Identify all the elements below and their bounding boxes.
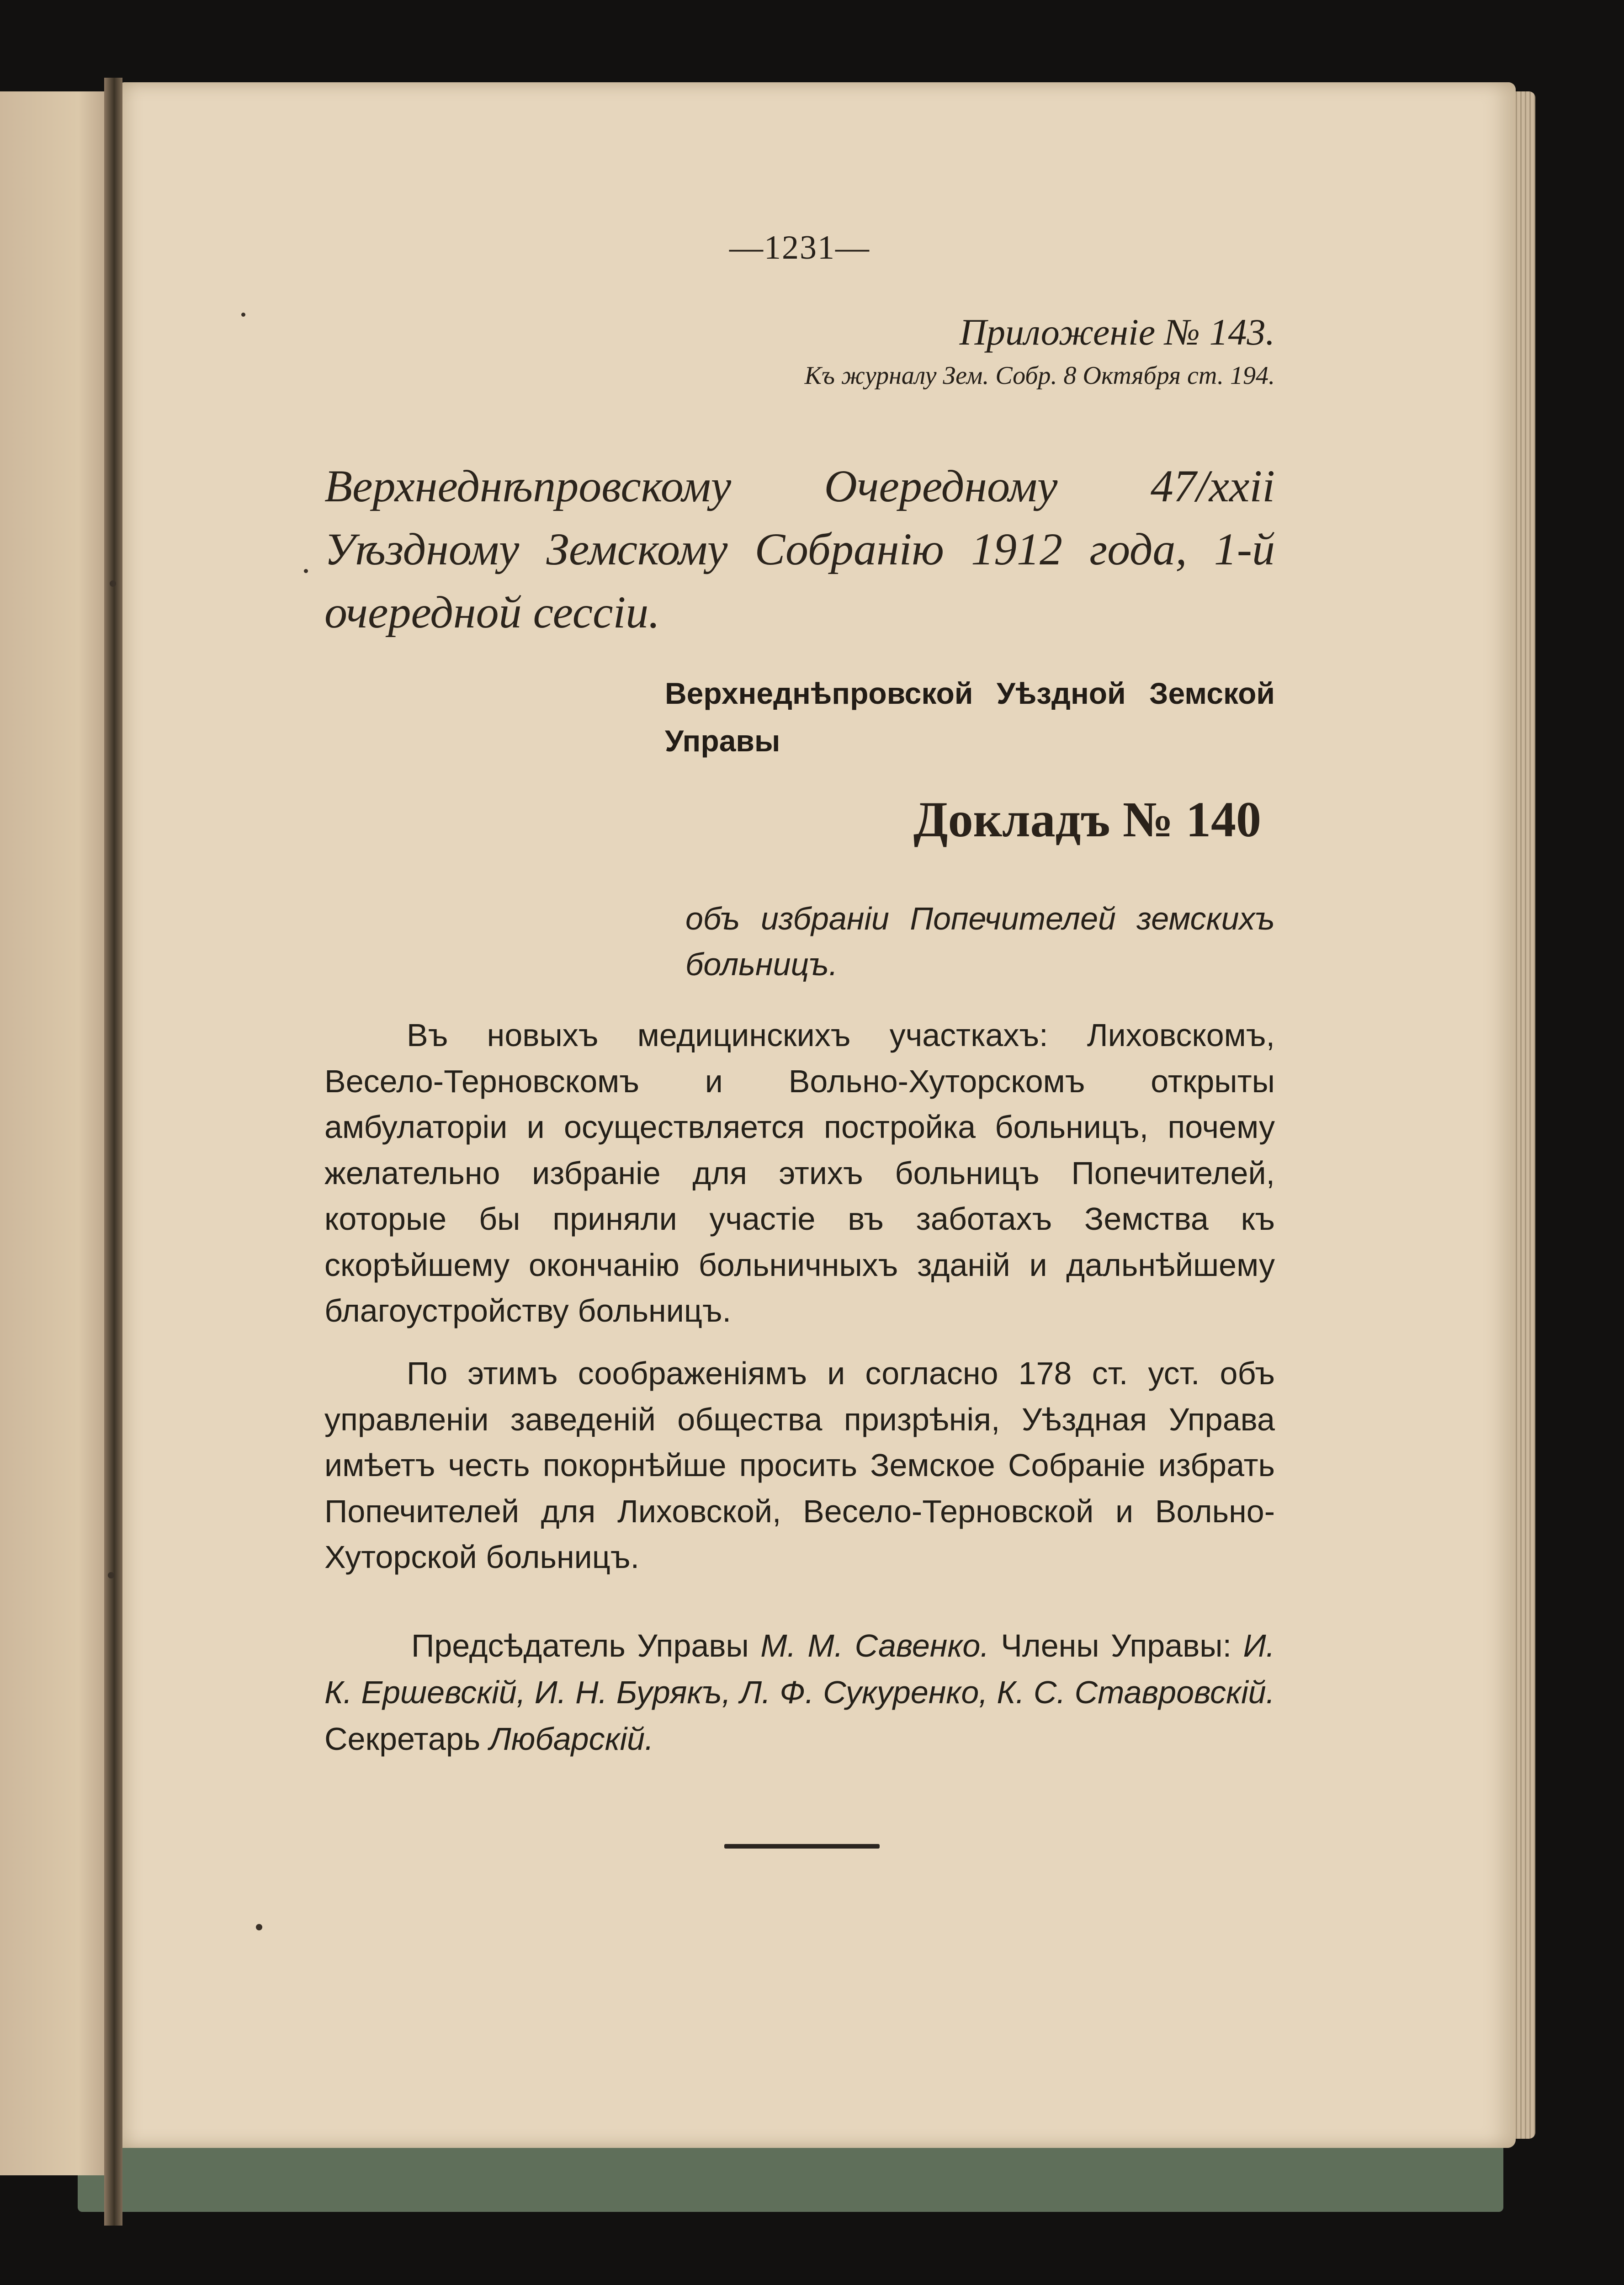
secretary-label: Секретарь <box>324 1721 481 1757</box>
ink-speck <box>108 1572 114 1578</box>
addressee: Верхнеднѣпровскому Очередному 47/xxii Уѣздному Земскому Собранiю 1912 года, 1-й очередной сессiи. <box>324 461 1275 638</box>
ink-speck <box>110 580 116 587</box>
report-subject: объ избранiи Попечителей земскихъ больницъ. <box>685 901 1275 982</box>
members-names: И. К. Ершевскiй, И. Н. Бурякъ, Л. Ф. Сукуренко, К. С. Ставровскiй. <box>324 1628 1275 1710</box>
ink-speck <box>256 1924 262 1930</box>
journal-reference: Къ журналу Зем. Собр. 8 Октября ст. 194. <box>804 361 1275 390</box>
ink-speck <box>241 313 245 317</box>
signature-block <box>324 1622 1275 1762</box>
paragraph-1: Въ новыхъ медицинскихъ участкахъ: Лиховскомъ, Весело-Терновскомъ и Вольно-Хуторскомъ открыты амбулаторiи и осуществляется постройка больницъ, почему желательно избранiе для этихъ больницъ Попечителей, которые бы приняли участiе въ заботахъ Земства къ скорѣйшему окончанiю больничныхъ зданiй и дальнѣйшему благоустройству больницъ. <box>324 1017 1275 1328</box>
ink-speck <box>304 569 308 573</box>
members-label: Члены Управы: <box>1001 1628 1232 1663</box>
issuer-heading: Верхнеднѣпровской Уѣздной Земской Управы <box>665 676 1275 758</box>
appendix-label: Приложенiе № 143. <box>959 311 1275 353</box>
chair-name: М. М. Савенко. <box>760 1628 989 1663</box>
paragraph-2: По этимъ соображенiямъ и согласно 178 ст. уст. объ управленiи заведенiй общества призрѣнiя, Уѣздная Управа имѣетъ честь покорнѣйше просить Земское Собранiе избрать Попечителей для Лиховской, Весело-Терновской и Вольно-Хуторской больницъ. <box>324 1355 1275 1575</box>
report-title: Докладъ № 140 <box>913 792 1261 847</box>
closing-rule <box>724 1844 880 1849</box>
chair-label: Предсѣдатель Управы <box>411 1628 749 1663</box>
page-number: —1231— <box>729 229 870 266</box>
book-gutter <box>104 78 122 2226</box>
secretary-name: Любарскiй. <box>489 1721 654 1757</box>
left-page-edge <box>0 91 112 2175</box>
